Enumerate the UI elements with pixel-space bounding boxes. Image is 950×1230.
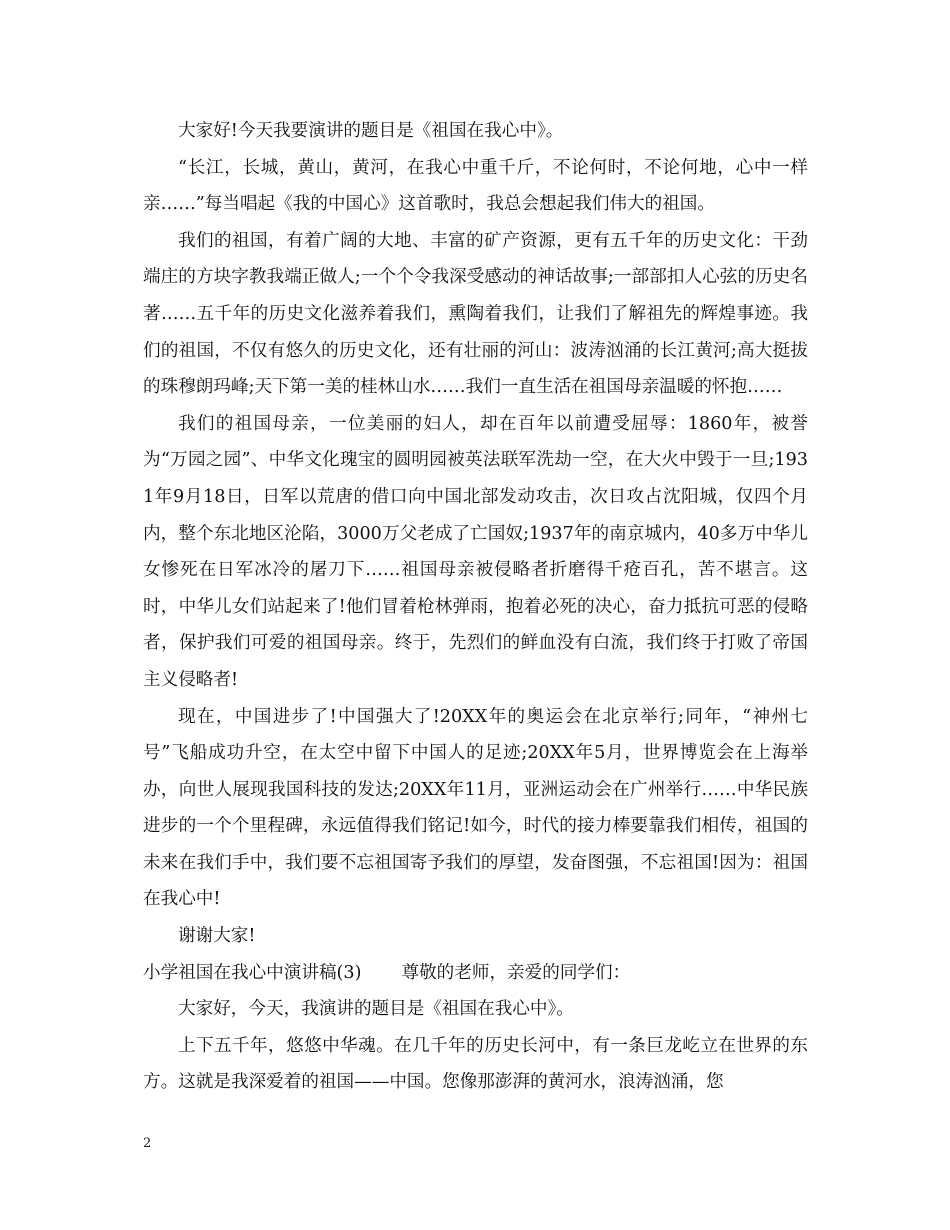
paragraph-greeting: 大家好!今天我要演讲的题目是《祖国在我心中》。 [178,121,564,141]
paragraph-speech3-greeting: 大家好，今天，我演讲的题目是《祖国在我心中》。 [178,999,574,1020]
section-title: 小学祖国在我心中演讲稿(3) [143,962,362,983]
paragraph-humiliation: 我们的祖国母亲，一位美丽的妇人，却在百年以前遭受屈辱：1860年，被誉为“万园之园”、中华文化瑰宝的圆明园被英法联军洗劫一空，在大火中毁于一旦;1931年9月18日，日军以荒唐的借口向中国北部发动攻击，次日攻占沈阳城，仅四个月内，整个东北地区沦陷，3000万父老成了亡国奴;1937年的南京城内，40多万中华儿女惨死在日军冰冷的屠刀下……祖国母亲被侵略者折磨得千疮百孔，苦不堪言。这时，中华儿女们站起来了!他们冒着枪林弹雨，抱着必死的决心，奋力抵抗可恶的侵略者，保护我们可爱的祖国母亲。终于，先烈们的鲜血没有白流，我们终于打败了帝国主义侵略者! [143,413,808,690]
paragraph-thanks: 谢谢大家! [178,926,256,947]
document-body [143,113,808,1101]
salutation: 尊敬的老师，亲爱的同学们： [401,962,631,983]
paragraph-speech3-body: 上下五千年，悠悠中华魂。在几千年的历史长河中，有一条巨龙屹立在世界的东方。这就是我深爱着的祖国——中国。您像那澎湃的黄河水，浪涛汹涌，您 [143,1035,808,1093]
paragraph-song-quote: “长江，长城，黄山，黄河，在我心中重千斤，不论何时，不论何地，心中一样亲……”每当唱起《我的中国心》这首歌时，我总会想起我们伟大的祖国。 [143,157,808,215]
paragraph-progress: 现在，中国进步了!中国强大了!20XX年的奥运会在北京举行;同年，“神州七号”飞船成功升空，在太空中留下中国人的足迹;20XX年5月，世界博览会在上海举办，向世人展现我国科技的发达;20XX年11月，亚洲运动会在广州举行……中华民族进步的一个个里程碑，永远值得我们铭记!如今，时代的接力棒要靠我们相传，祖国的未来在我们手中，我们要不忘祖国寄予我们的厚望，发奋图强，不忘祖国!因为：祖国在我心中! [143,706,808,910]
page-number: 2 [143,1136,152,1151]
section-heading-line [143,955,808,992]
paragraph-history-culture: 我们的祖国，有着广阔的大地、丰富的矿产资源，更有五千年的历史文化：干劲端庄的方块字教我端正做人;一个个令我深受感动的神话故事;一部部扣人心弦的历史名著……五千年的历史文化滋养着我们，熏陶着我们，让我们了解祖先的辉煌事迹。我们的祖国，不仅有悠久的历史文化，还有壮丽的河山：波涛汹涌的长江黄河;高大挺拔的珠穆朗玛峰;天下第一美的桂林山水……我们一直生活在祖国母亲温暖的怀抱…… [143,230,808,398]
